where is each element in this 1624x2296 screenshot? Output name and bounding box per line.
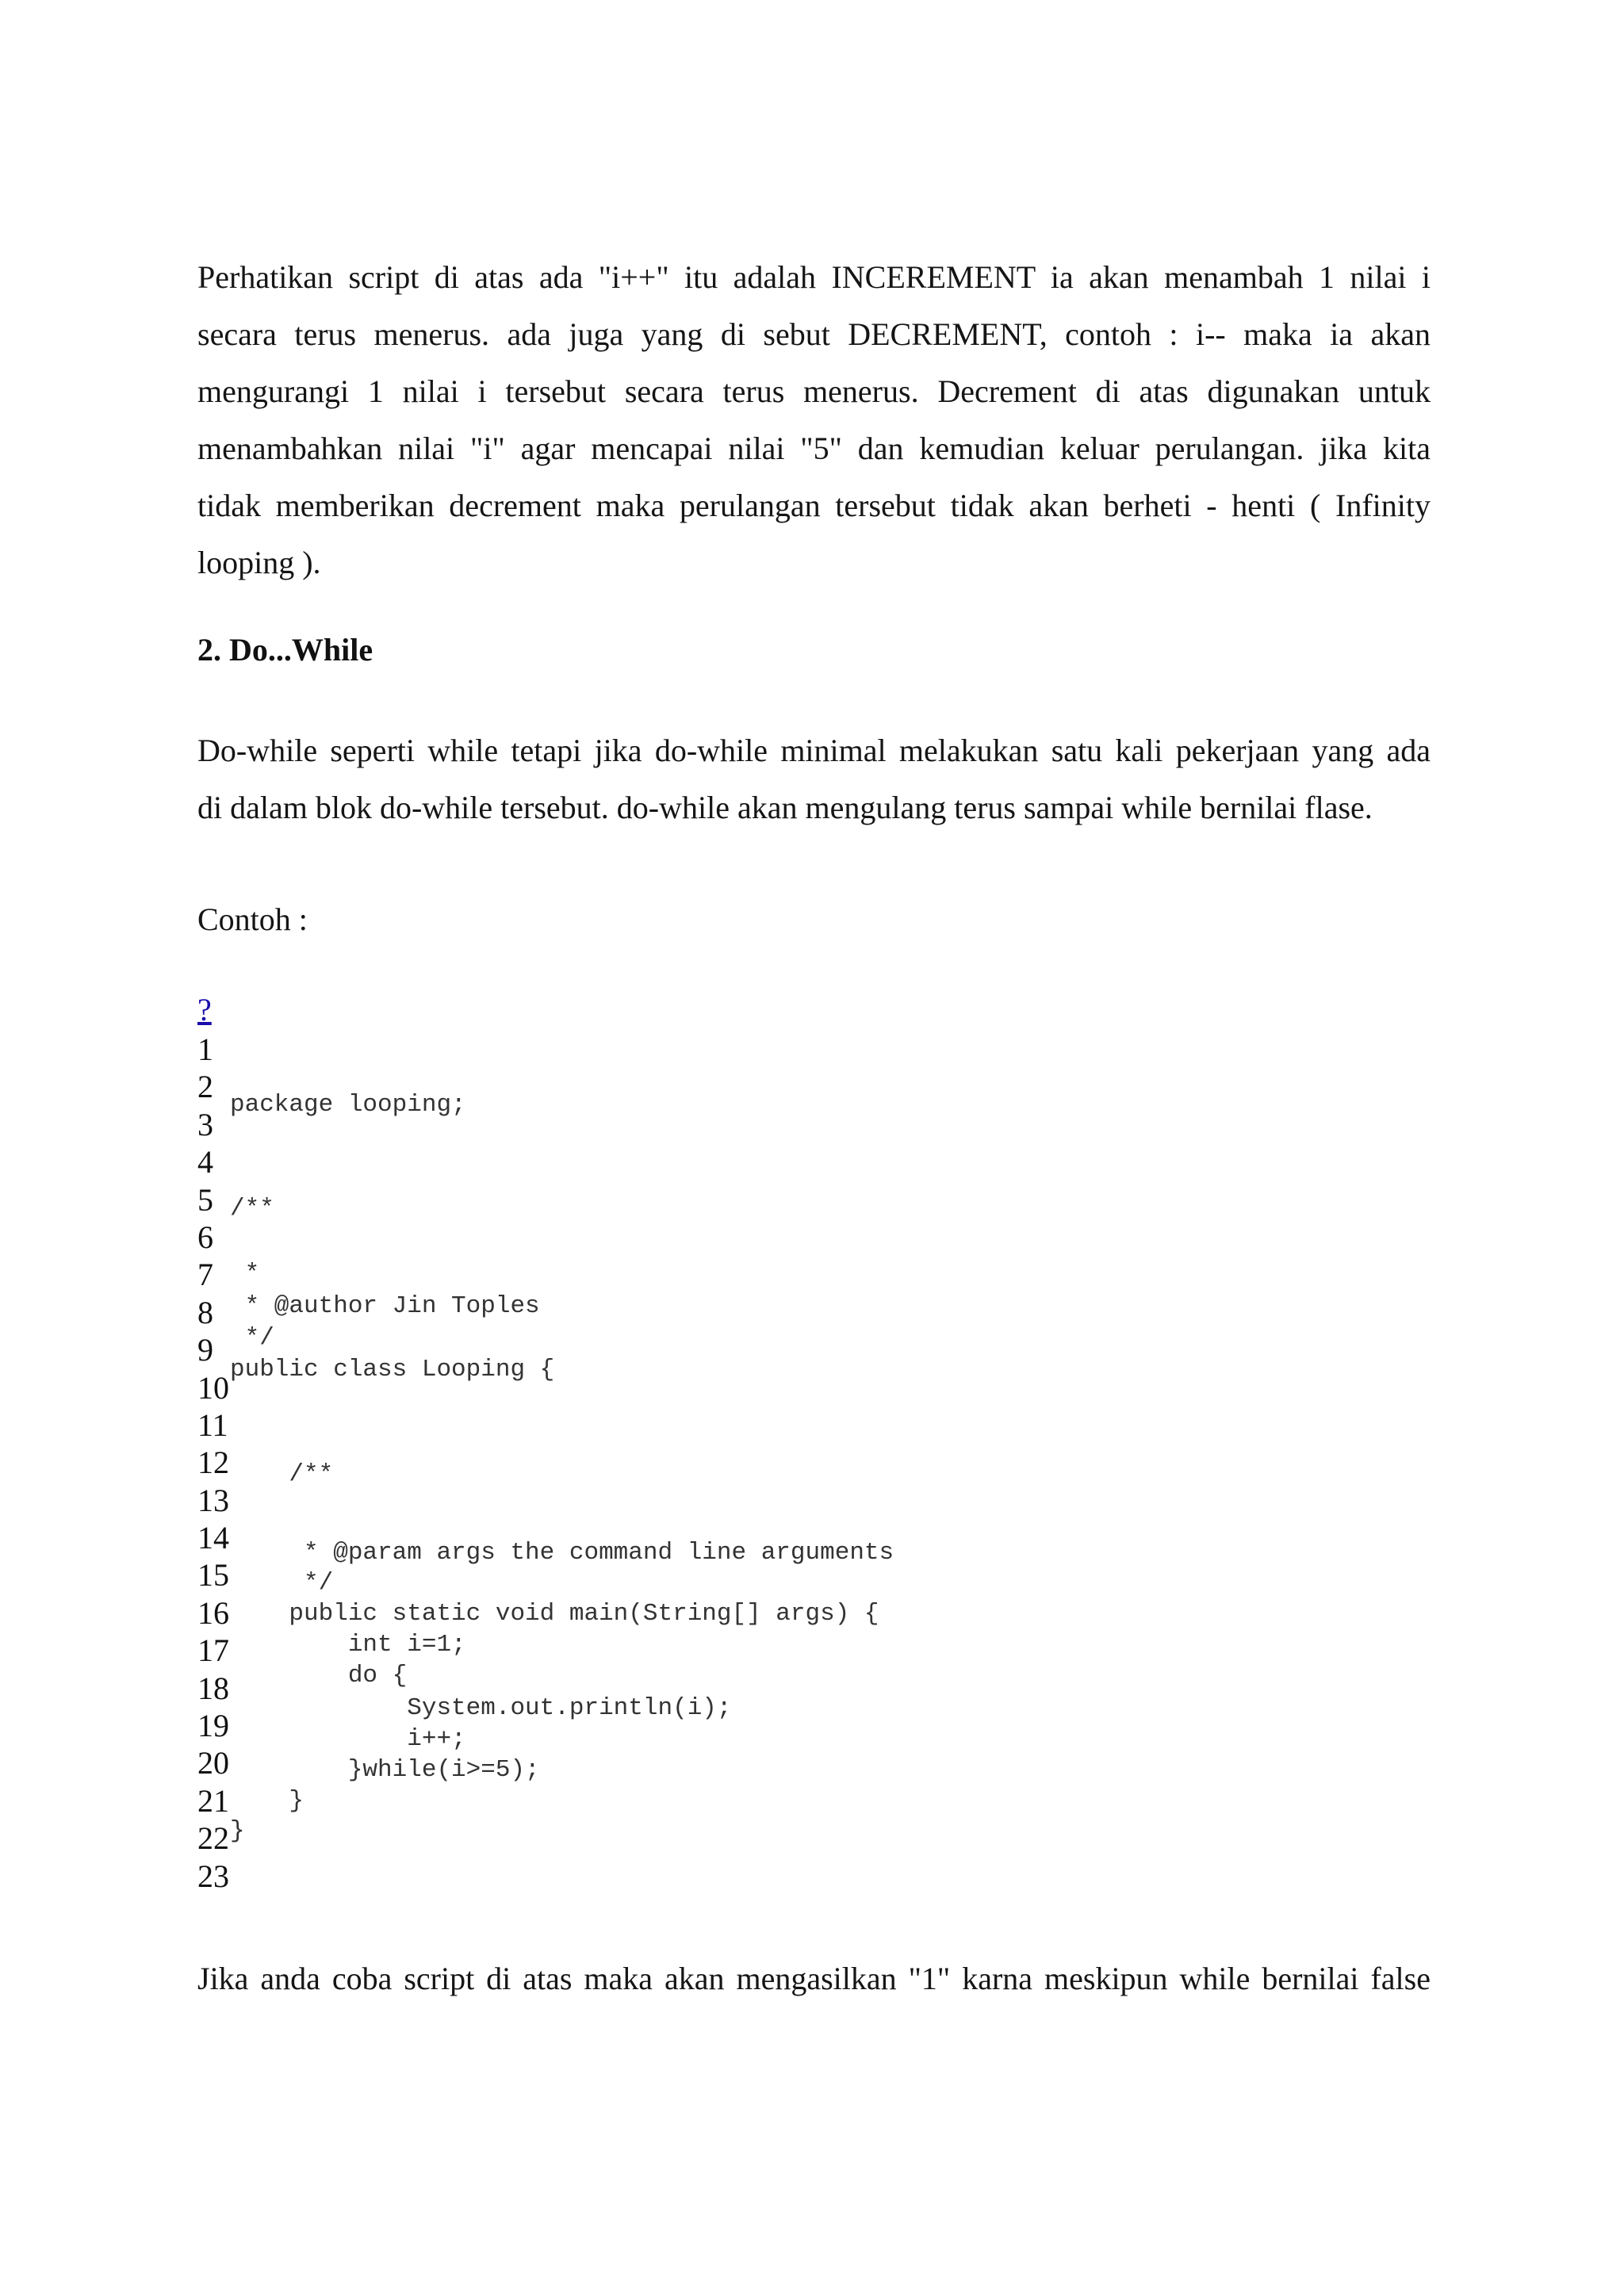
code-line: package looping; (230, 1091, 466, 1119)
line-number: 2 (197, 1069, 213, 1105)
paragraph-increment (197, 249, 1431, 591)
line-number: 16 (197, 1594, 229, 1631)
code-line: int i=1; (230, 1631, 466, 1659)
line-number: 9 (197, 1332, 213, 1368)
paragraph-line: tidak memberikan decrement maka perulangan tersebut tidak akan berheti - henti ( Infinity (197, 488, 1431, 523)
code-line: * (230, 1260, 260, 1288)
line-number: 5 (197, 1181, 213, 1218)
paragraph-line: di dalam blok do-while tersebut. do-while akan mengulang terus sampai while bernilai flase. (197, 790, 1373, 825)
line-number: 10 (197, 1369, 229, 1406)
line-number: 20 (197, 1745, 229, 1781)
line-number: 22 (197, 1820, 229, 1857)
code-line: /** (230, 1460, 334, 1488)
code-line: public class Looping { (230, 1356, 555, 1383)
code-line: } (230, 1787, 304, 1815)
code-line: */ (230, 1324, 274, 1352)
paragraph-line: menambahkan nilai "i" agar mencapai nilai "5" dan kemudian keluar perulangan. jika kita (197, 430, 1431, 466)
line-number: 11 (197, 1406, 228, 1443)
code-line: */ (230, 1569, 334, 1597)
line-number: 13 (197, 1482, 229, 1518)
line-number: 21 (197, 1782, 229, 1819)
line-number: 7 (197, 1257, 213, 1293)
code-line: i++; (230, 1725, 466, 1753)
code-line: /** (230, 1195, 274, 1223)
paragraph-line: Perhatikan script di atas ada "i++" itu adalah INCEREMENT ia akan menambah 1 nilai i (197, 259, 1431, 295)
paragraph-do-while (197, 722, 1431, 836)
paragraph-line: secara terus menerus. ada juga yang di sebut DECREMENT, contoh : i-- maka ia akan (197, 316, 1431, 352)
line-number: 4 (197, 1144, 213, 1181)
line-number: 15 (197, 1557, 229, 1594)
line-number: 23 (197, 1858, 229, 1894)
line-number: 6 (197, 1219, 213, 1255)
line-number: 1 (197, 1031, 213, 1067)
line-number: 14 (197, 1520, 229, 1556)
code-line: } (230, 1817, 245, 1845)
code-help-link[interactable]: ? (197, 992, 212, 1027)
line-number: 19 (197, 1708, 229, 1744)
code-line: * @param args the command line arguments (230, 1539, 894, 1567)
paragraph-line: looping ). (197, 545, 321, 580)
paragraph-line: Jika anda coba script di atas maka akan mengasilkan "1" karna meskipun while bernilai false (197, 1961, 1431, 1996)
paragraph-line: mengurangi 1 nilai i tersebut secara terus menerus. Decrement di atas digunakan untuk (197, 373, 1431, 409)
line-number: 17 (197, 1632, 229, 1669)
code-line: public static void main(String[] args) { (230, 1600, 879, 1628)
code-line: do { (230, 1662, 408, 1689)
line-number: 3 (197, 1106, 213, 1142)
line-number: 18 (197, 1670, 229, 1706)
section-heading: 2. Do...While (197, 632, 373, 668)
code-line: System.out.println(i); (230, 1694, 732, 1722)
example-label: Contoh : (197, 901, 308, 937)
paragraph-line: Do-while seperti while tetapi jika do-while minimal melakukan satu kali pekerjaan yang ada (197, 733, 1431, 768)
code-line: * @author Jin Toples (230, 1292, 540, 1320)
code-line: }while(i>=5); (230, 1756, 540, 1784)
line-number: 12 (197, 1445, 229, 1481)
paragraph-result (197, 1950, 1431, 2007)
line-number: 8 (197, 1294, 213, 1330)
